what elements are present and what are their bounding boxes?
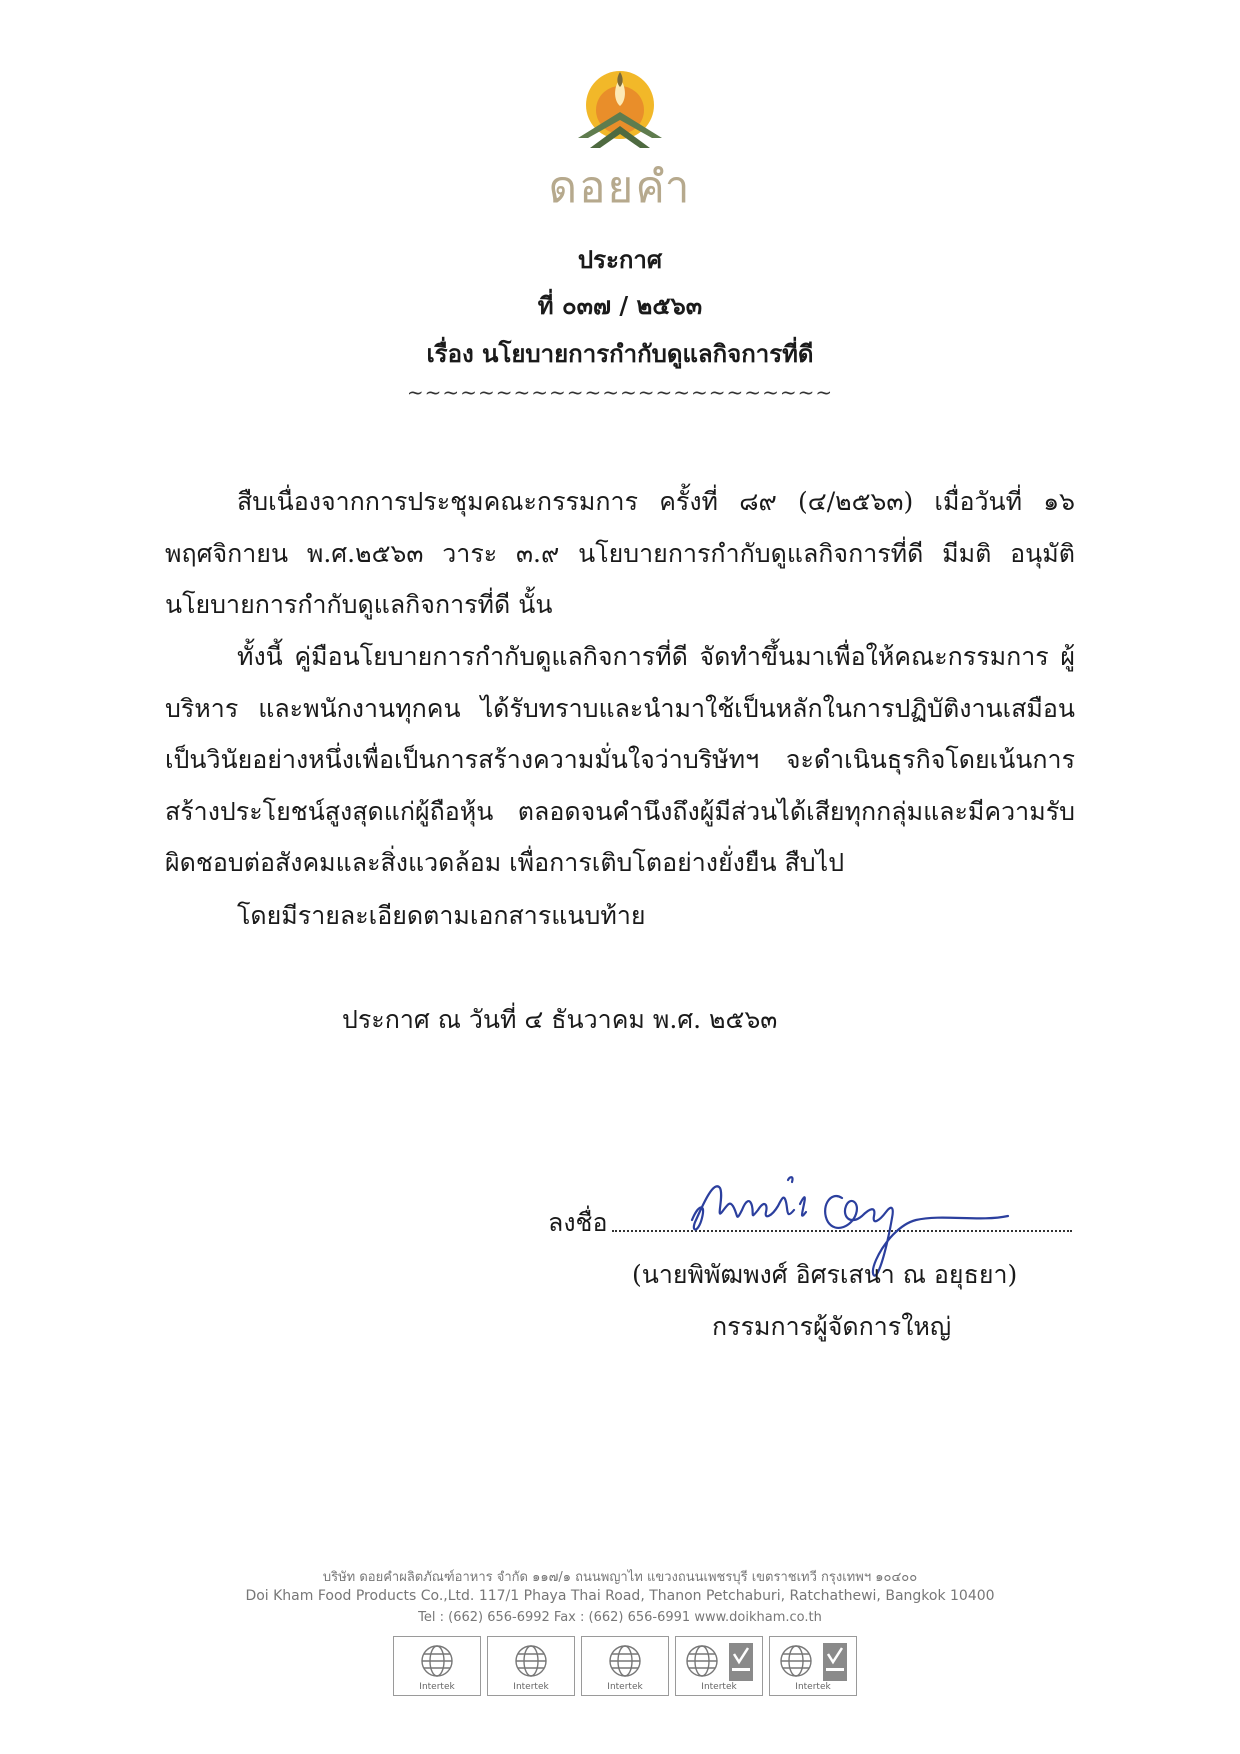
title-divider: ~~~~~~~~~~~~~~~~~~~~~~~~	[406, 380, 834, 404]
signatory-position: กรรมการผู้จัดการใหญ่	[712, 1312, 952, 1341]
footer-address-en: Doi Kham Food Products Co.,Ltd. 117/1 Phaya Thai Road, Thanon Petchaburi, Ratchathewi, Bangkok 10400	[245, 1588, 995, 1604]
signature-label: ลงชื่อ	[548, 1208, 608, 1237]
intertek-cert-1: Intertek	[393, 1636, 481, 1696]
body-paragraph-3: โดยมีรายละเอียดตามเอกสารแนบท้าย	[237, 901, 646, 930]
announcement-title: ประกาศ	[577, 245, 663, 274]
announcement-date: ประกาศ ณ วันที่ ๔ ธันวาคม พ.ศ. ๒๕๖๓	[342, 1005, 778, 1034]
announcement-subject: เรื่อง นโยบายการกำกับดูแลกิจการที่ดี	[426, 339, 814, 368]
globe-icon	[419, 1643, 455, 1679]
ukas-mark-icon	[822, 1642, 848, 1682]
logo-wordmark: ดอยคำ	[548, 162, 692, 213]
globe-icon	[778, 1643, 814, 1679]
globe-icon	[684, 1643, 720, 1679]
intertek-ukas-cert-2: Intertek	[769, 1636, 857, 1696]
announcement-number: ที่ ๐๓๗ / ๒๕๖๓	[537, 291, 703, 320]
body-paragraph-1: สืบเนื่องจากการประชุมคณะกรรมการ ครั้งที่ ๘๙ (๔/๒๕๖๓) เมื่อวันที่ ๑๖ พฤศจิกายน พ.ศ.๒๕๖๓ วาระ ๓.๙ นโยบายการกำกับดูแลกิจการที่ดี มีมติ อนุมัติ นโยบายการกำกับดูแลกิจการที่ดี นั้น	[165, 487, 1075, 619]
globe-icon	[607, 1643, 643, 1679]
company-logo	[520, 60, 720, 213]
intertek-cert-2: Intertek	[487, 1636, 575, 1696]
footer-address-th: บริษัท ดอยคำผลิตภัณฑ์อาหาร จำกัด ๑๑๗/๑ ถนนพญาไท แขวงถนนเพชรบุรี เขตราชเทวี กรุงเทพฯ ๑๐๔๐๐	[322, 1570, 918, 1585]
signatory-name: (นายพิพัฒพงศ์ อิศรเสนา ณ อยุธยา)	[632, 1260, 1018, 1289]
certification-logos	[393, 1636, 857, 1696]
footer-contact: Tel : (662) 656-6992 Fax : (662) 656-6991 www.doikham.co.th	[418, 1610, 822, 1625]
body-paragraph-2: ทั้งนี้ คู่มือนโยบายการกำกับดูแลกิจการที่ดี จัดทำขึ้นมาเพื่อให้คณะกรรมการ ผู้บริหาร และพนักงานทุกคน ได้รับทราบและนำมาใช้เป็นหลักในการปฏิบัติงานเสมือนเป็นวินัยอย่างหนึ่งเพื่อเป็นการสร้างความมั่นใจว่าบริษัทฯ จะดำเนินธุรกิจโดยเน้นการสร้างประโยชน์สูงสุดแก่ผู้ถือหุ้น ตลอดจนคำนึงถึงผู้มีส่วนได้เสียทุกกลุ่มและมีความรับผิดชอบต่อสังคมและสิ่งแวดล้อม เพื่อการเติบโตอย่างยั่งยืน สืบไป	[165, 642, 1075, 877]
globe-icon	[513, 1643, 549, 1679]
ukas-mark-icon	[728, 1642, 754, 1682]
intertek-cert-3: Intertek	[581, 1636, 669, 1696]
intertek-ukas-cert-1: Intertek	[675, 1636, 763, 1696]
logo-emblem-icon	[520, 60, 720, 160]
